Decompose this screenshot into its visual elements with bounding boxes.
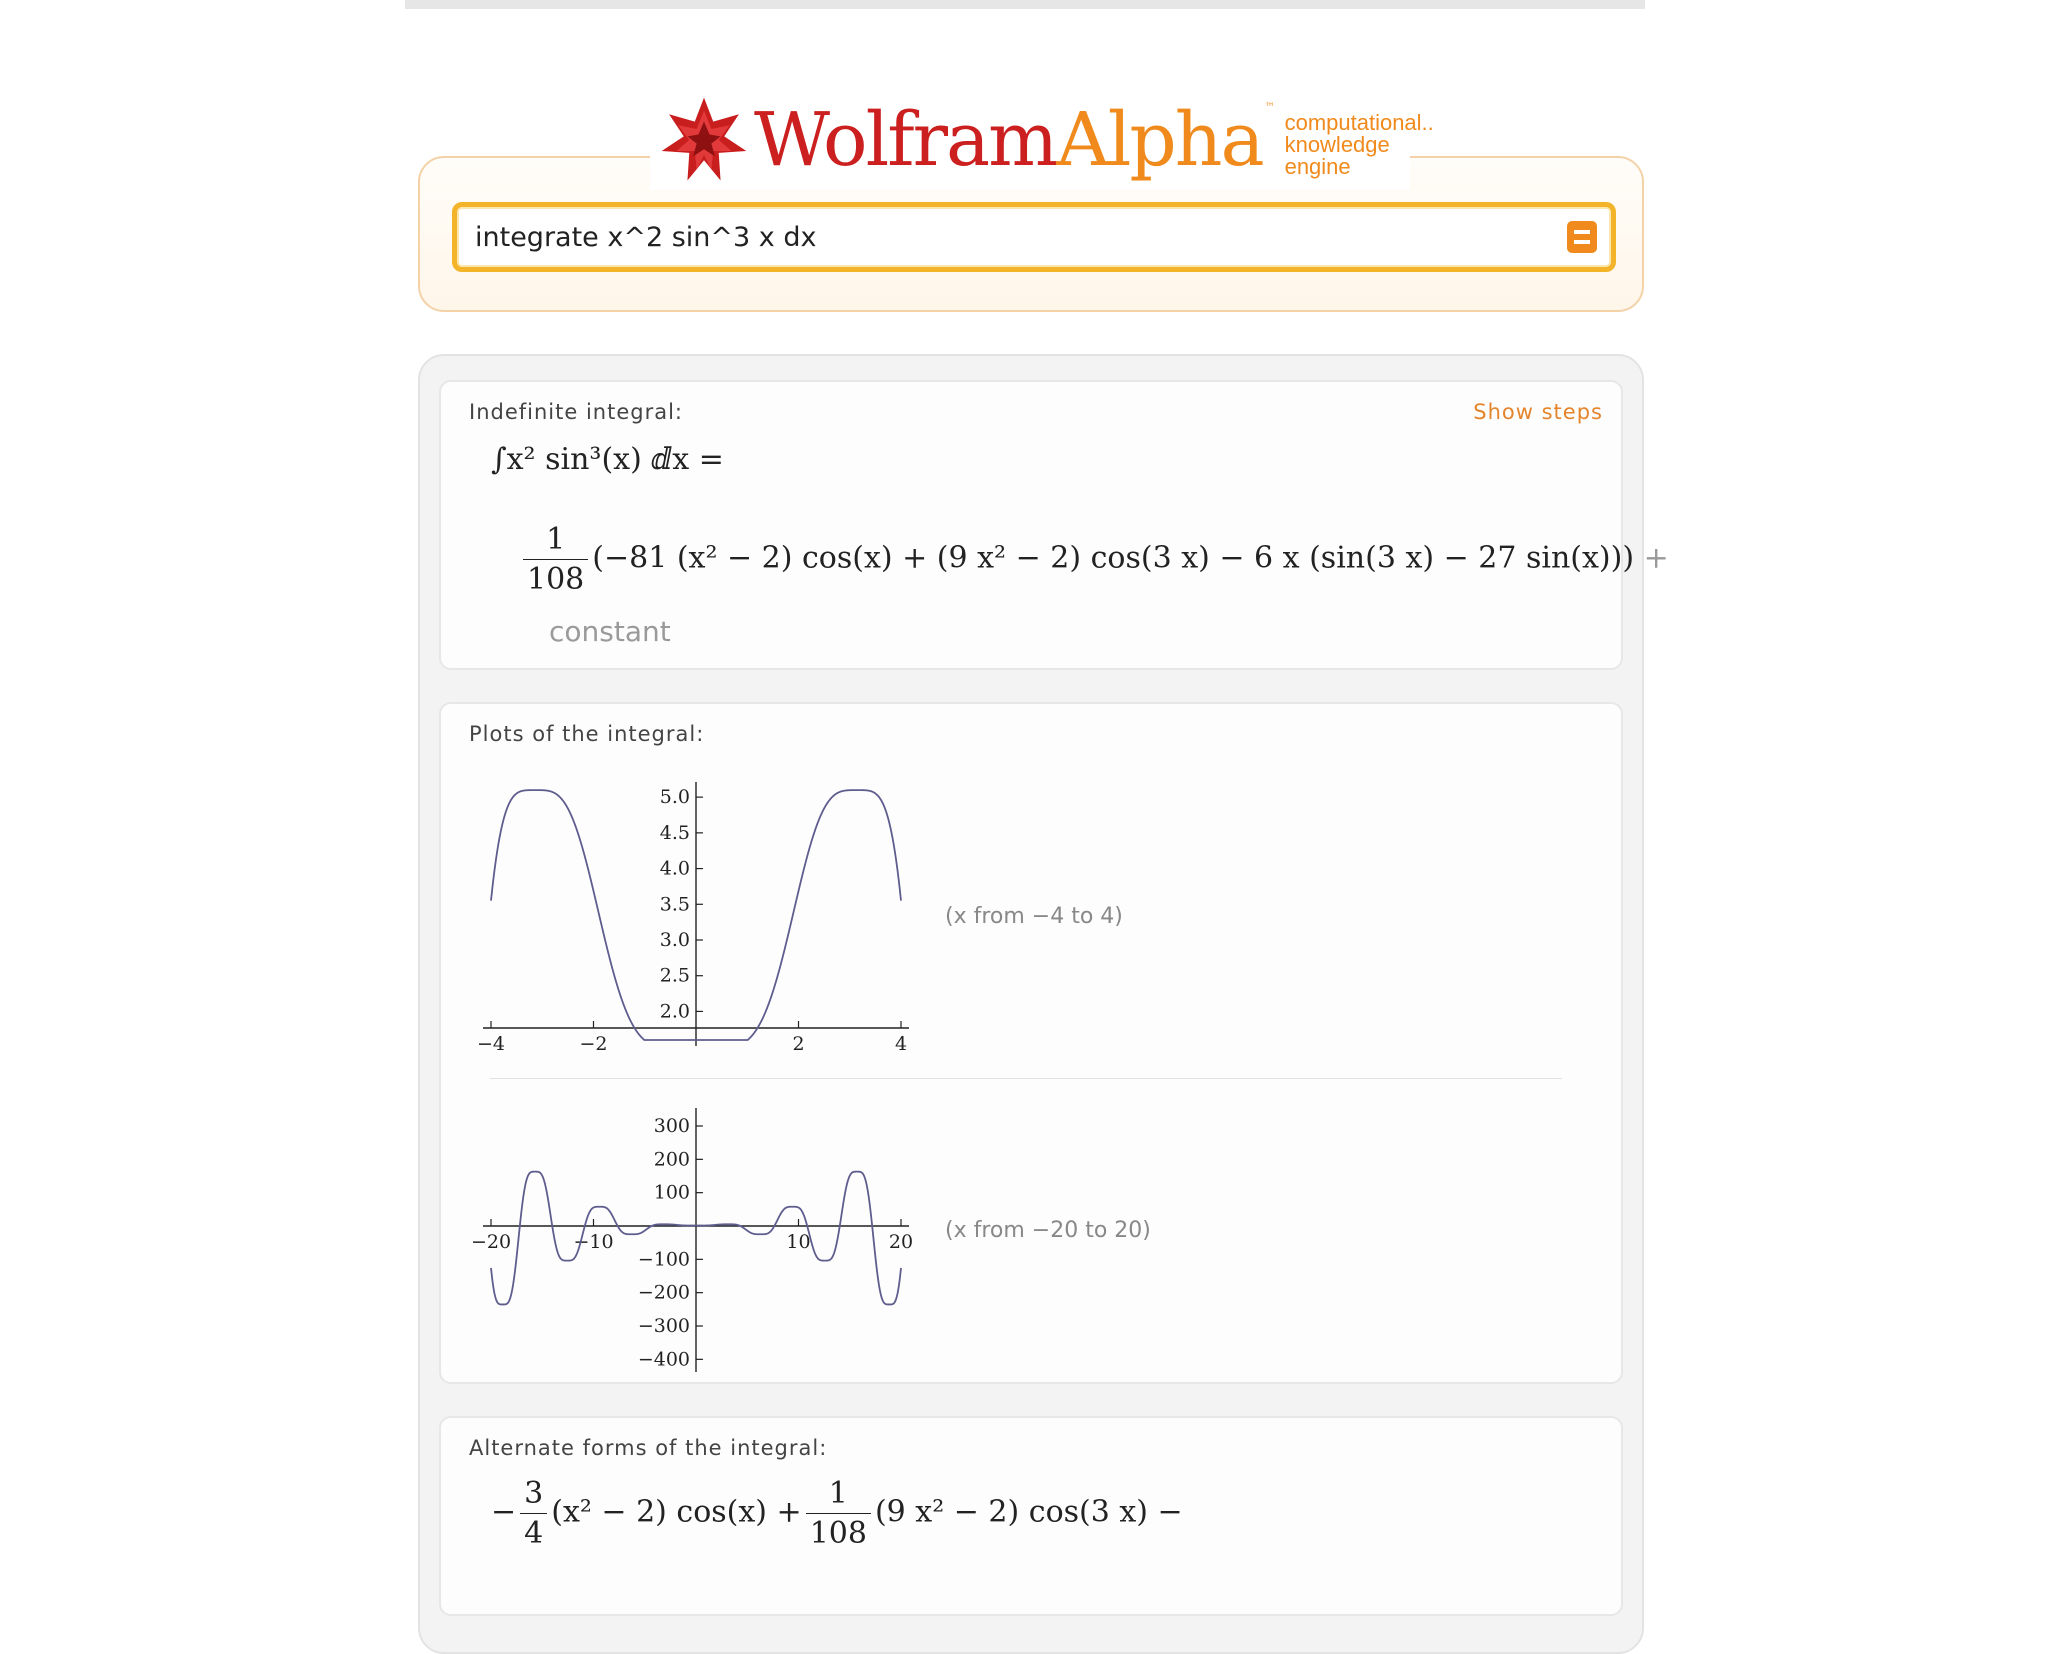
x-tick-label: −2 [579,1033,608,1055]
y-tick-label: 2.0 [659,1000,690,1023]
pod-title: Plots of the integral: [469,722,705,746]
y-tick-label: 200 [653,1148,690,1171]
x-tick-label: 4 [894,1033,908,1055]
y-tick-label: 2.5 [659,964,690,987]
pod-indefinite-integral [439,380,1669,670]
x-tick-label: −4 [476,1033,506,1055]
y-tick-label: 4.5 [659,821,690,844]
y-tick-label: −400 [637,1348,690,1371]
plot-x-from-minus4-to-4[interactable] [476,770,921,1070]
pod-alternate-forms [439,1416,1623,1616]
y-tick-label: −300 [637,1315,690,1337]
plot-divider [490,1078,1562,1079]
show-steps-link[interactable]: Show steps [1473,400,1603,424]
browser-top-bar [405,0,1645,9]
search-submit-button[interactable] [1567,221,1597,253]
y-tick-label: 3.5 [659,893,690,916]
logo-tagline [1285,112,1434,178]
y-tick-label: −100 [637,1248,690,1271]
alternate-form-expression: − $\frac{3}{4}$ (x² − 2) cos(x) + $\frac{1}{108}$ (9 x² − 2) cos(3 x) − [491,1476,1183,1551]
x-tick-label: 10 [786,1231,811,1253]
spikey-star-icon [658,94,750,186]
pod-plots [439,702,1623,1384]
y-tick-label: 3.0 [659,929,690,951]
plot2-caption: (x from −20 to 20) [945,1218,1151,1243]
fraction-3-4: $\frac{3}{4}$ [520,1476,547,1551]
y-tick-label: 4.0 [659,857,690,880]
logo-wordmark: WolframAlpha ™ [754,97,1273,183]
pod-title: Alternate forms of the integral: [469,1436,828,1460]
tagline-line1: computational.. [1284,110,1434,135]
x-tick-label: 20 [888,1231,914,1253]
result-body: (−81 (x² − 2) cos(x) + (9 x² − 2) cos(3 x) − 6 x (sin(3 x) − 27 sin(x))) [592,540,1635,576]
wolfram-alpha-logo[interactable] [650,90,1434,190]
search-input[interactable] [475,219,1535,255]
y-tick-label: 5.0 [659,786,690,809]
plus-sign: + [1634,540,1669,576]
tagline-line2: knowledge engine [1284,132,1390,179]
y-tick-label: 300 [653,1115,690,1137]
plot1-caption: (x from −4 to 4) [945,904,1123,929]
y-tick-label: −200 [637,1281,690,1304]
coefficient-fraction: $\frac{1}{108}$ [523,522,588,597]
fraction-1-108: $\frac{1}{108}$ [806,1476,871,1551]
integral-result [519,522,1669,597]
x-tick-label: −10 [573,1231,614,1253]
y-tick-label: 100 [653,1181,690,1204]
plot-x-from-minus20-to-20[interactable] [470,1094,921,1376]
integral-expression: ∫x² sin³(x) ⅆx = [491,442,724,477]
search-box [452,202,1616,272]
pod-title: Indefinite integral: [469,400,683,424]
x-tick-label: −20 [470,1231,512,1253]
x-tick-label: 2 [792,1033,805,1055]
constant-label: constant [549,615,671,648]
